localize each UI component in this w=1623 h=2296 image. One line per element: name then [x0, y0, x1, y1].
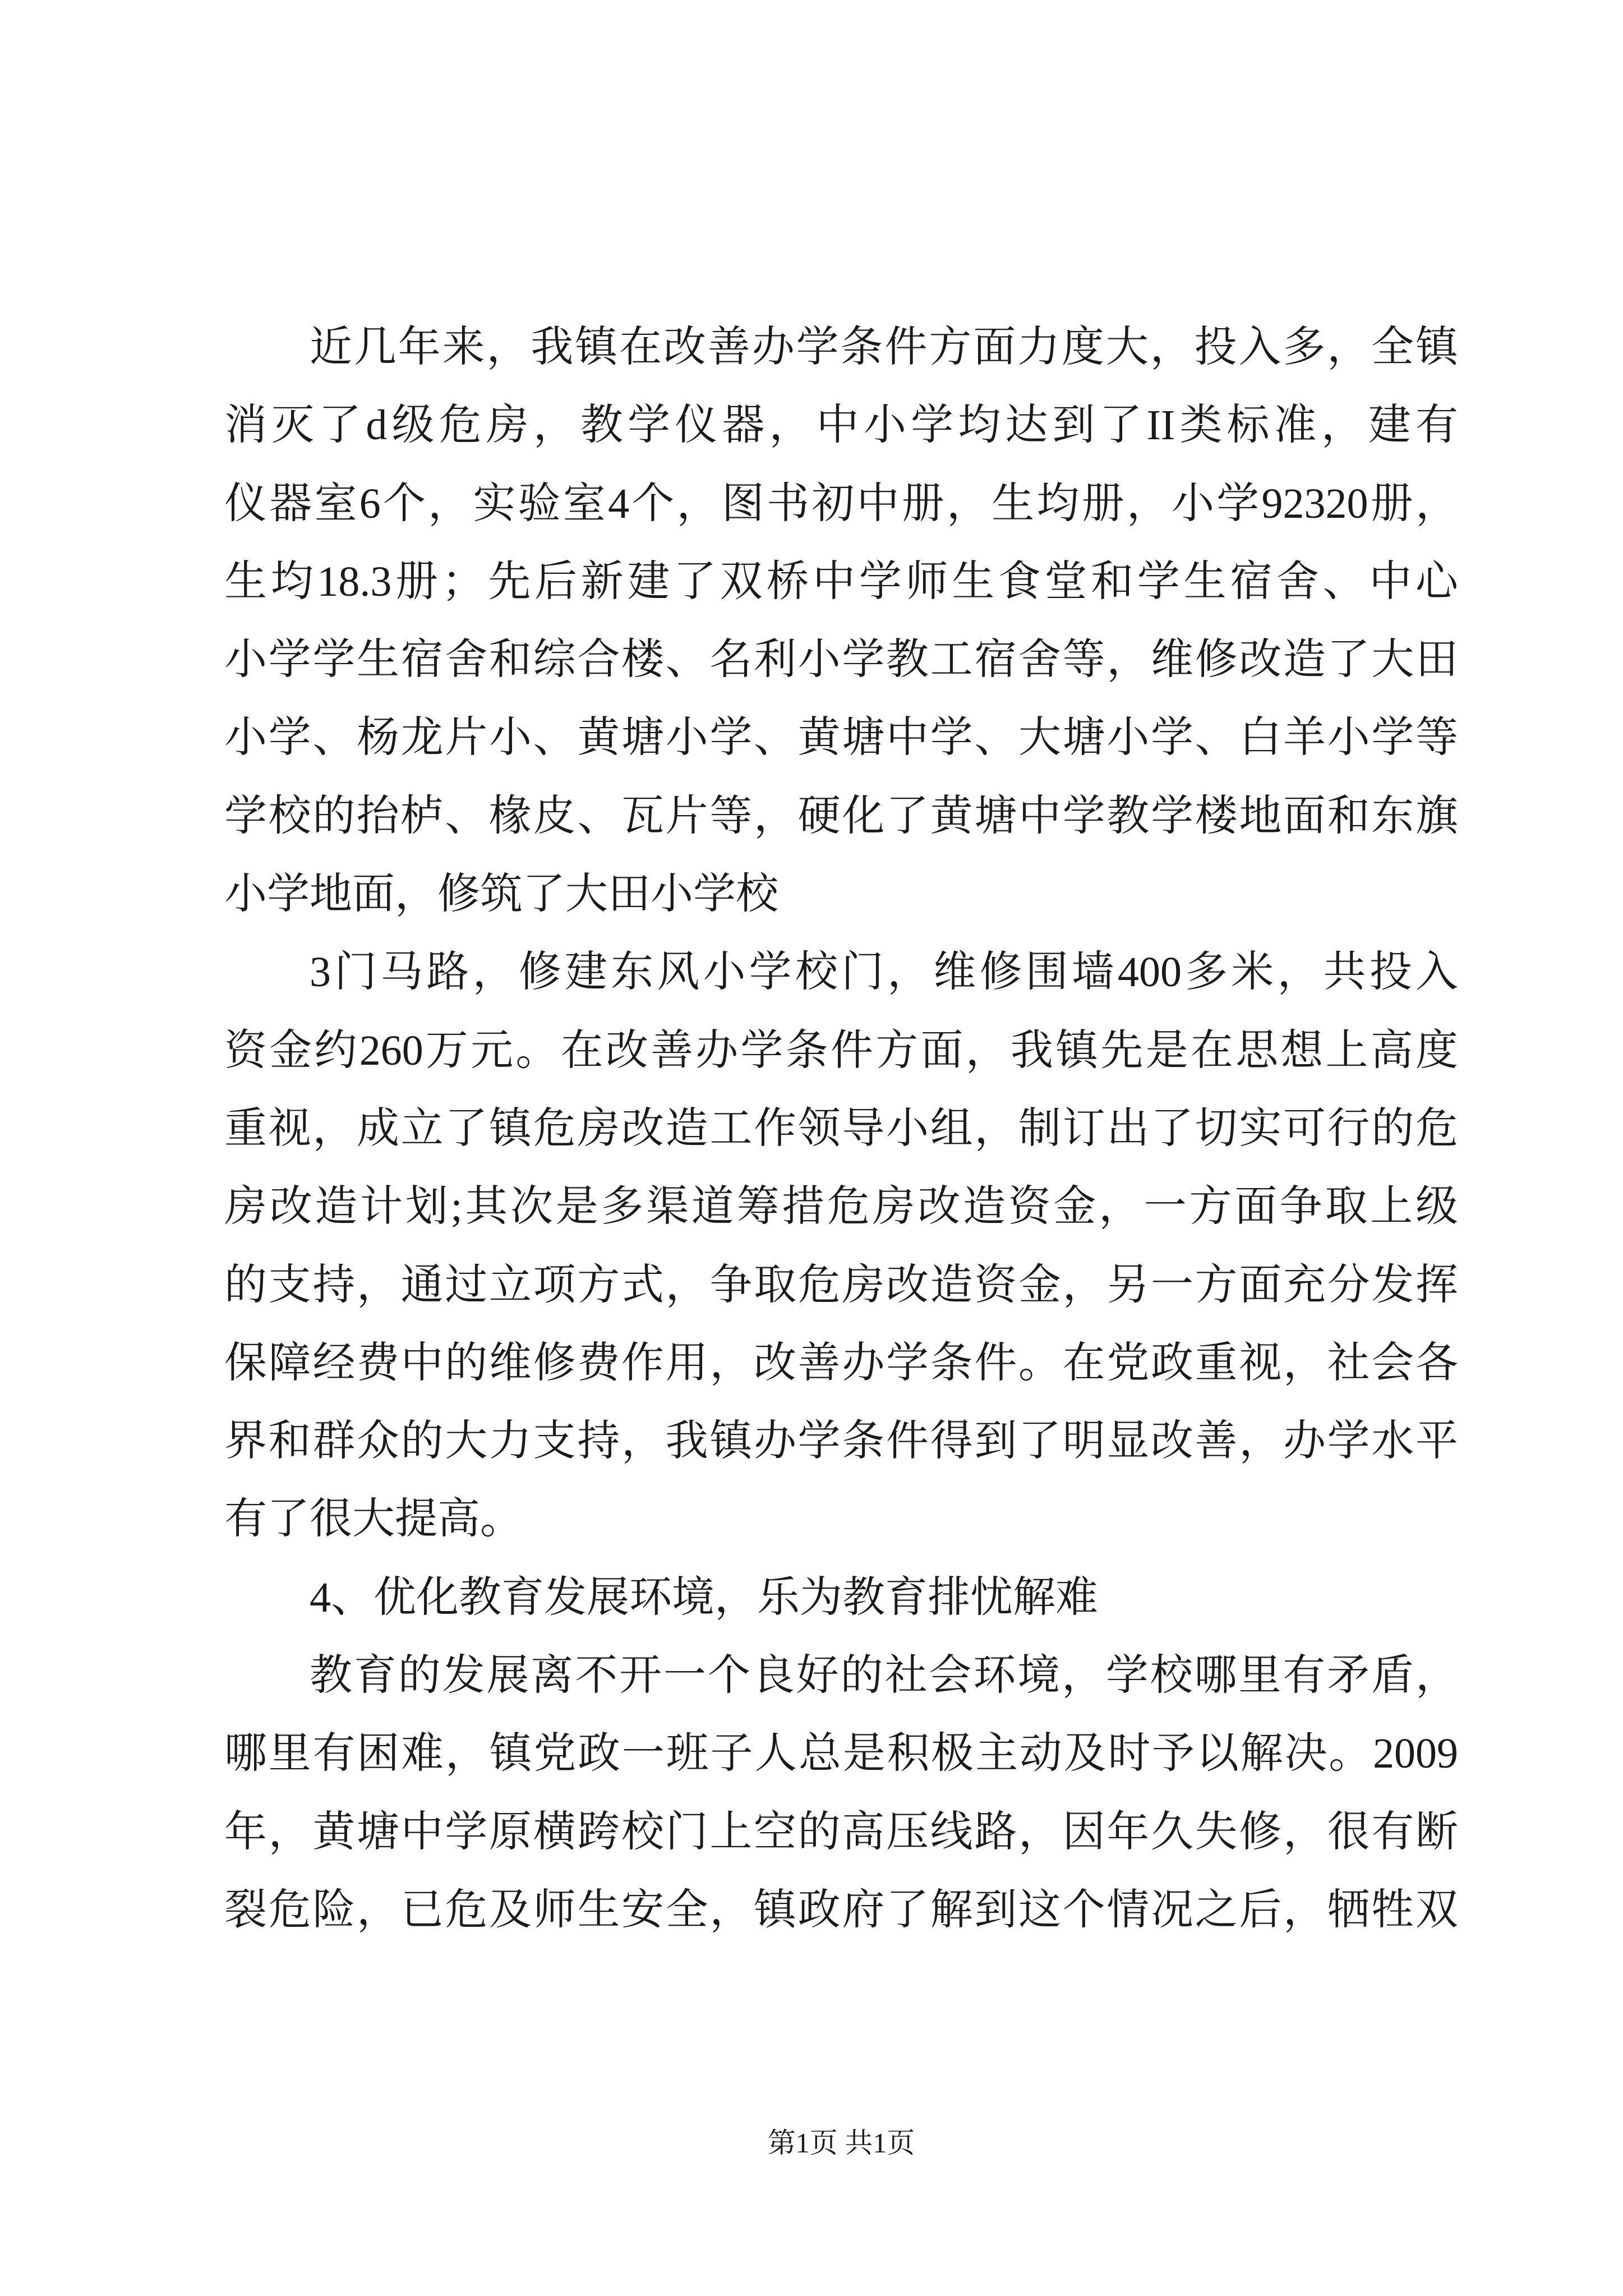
- paragraph-2-line-8: 有了很大提高。: [224, 1496, 523, 1543]
- paragraph-4-line-1: 教育的发展离不开一个良好的社会环境，学校哪里有矛盾，: [310, 1652, 1458, 1700]
- paragraph-2-line-2: 资金约260万元。在改善办学条件方面，我镇先是在思想上高度: [224, 1027, 1458, 1074]
- page-footer: 第1页 共1页: [767, 2127, 915, 2159]
- paragraph-4-line-4: 裂危险，已危及师生安全，镇政府了解到这个情况之后，牺牲双: [224, 1886, 1458, 1934]
- paragraph-2-line-5: 的支持，通过立项方式，争取危房改造资金，另一方面充分发挥: [224, 1261, 1458, 1309]
- paragraph-1-line-8: 小学地面，修筑了大田小学校: [224, 871, 778, 918]
- paragraph-2-line-3: 重视，成立了镇危房改造工作领导小组，制订出了切实可行的危: [224, 1105, 1458, 1152]
- paragraph-1-line-2: 消灭了d级危房，教学仪器，中小学均达到了II类标准，建有: [224, 402, 1458, 449]
- paragraph-1-line-6: 小学、杨龙片小、黄塘小学、黄塘中学、大塘小学、白羊小学等: [224, 714, 1458, 762]
- paragraph-4-line-2: 哪里有困难，镇党政一班子人总是积极主动及时予以解决。2009: [224, 1730, 1458, 1778]
- paragraph-2-line-7: 界和群众的大力支持，我镇办学条件得到了明显改善，办学水平: [224, 1418, 1458, 1465]
- body-text: [224, 309, 1458, 1949]
- paragraph-2-line-6: 保障经费中的维修费作用，改善办学条件。在党政重视，社会各: [224, 1339, 1458, 1387]
- paragraph-2-line-4: 房改造计划;其次是多渠道筹措危房改造资金，一方面争取上级: [224, 1183, 1458, 1231]
- paragraph-1-line-5: 小学学生宿舍和综合楼、名利小学教工宿舍等，维修改造了大田: [224, 636, 1458, 684]
- section-heading: 4、优化教育发展环境，乐为教育排忧解难: [310, 1573, 1098, 1621]
- paragraph-1-line-7: 学校的抬栌、椽皮、瓦片等，硬化了黄塘中学教学楼地面和东旗: [224, 792, 1458, 840]
- paragraph-1-line-1: 近几年来，我镇在改善办学条件方面力度大，投入多，全镇: [310, 324, 1458, 371]
- paragraph-1-line-3: 仪器室6个，实验室4个，图书初中册，生均册，小学92320册，: [224, 480, 1458, 527]
- paragraph-1-line-4: 生均18.3册；先后新建了双桥中学师生食堂和学生宿舍、中心: [224, 558, 1458, 605]
- paragraph-2-line-1: 3门马路，修建东风小学校门，维修围墙400多米，共投入: [310, 949, 1458, 996]
- paragraph-4-line-3: 年，黄塘中学原横跨校门上空的高压线路，因年久失修，很有断: [224, 1808, 1458, 1856]
